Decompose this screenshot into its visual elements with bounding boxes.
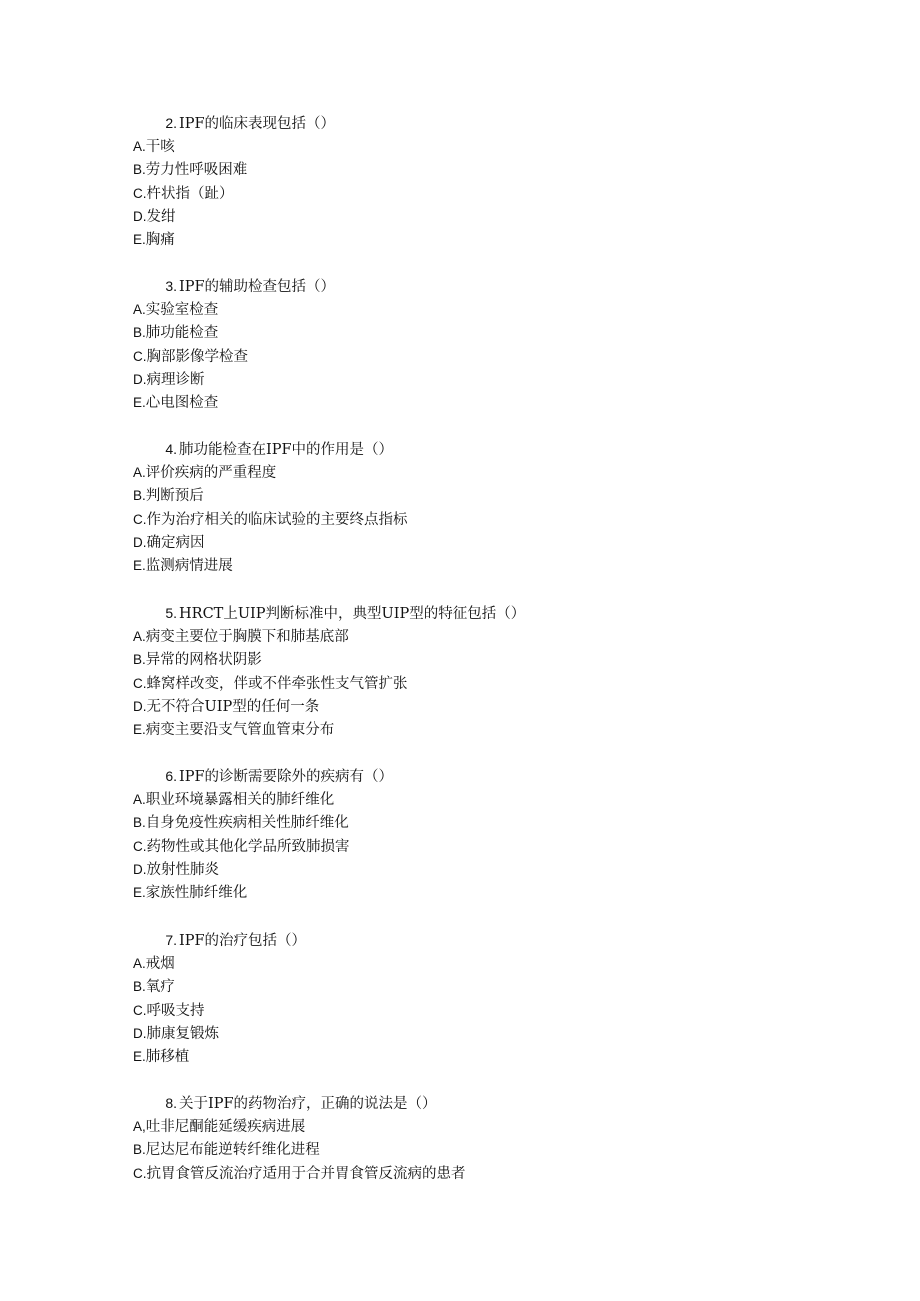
option-letter: B. [133,488,146,504]
option-letter: C. [133,511,147,527]
option-letter: E. [133,1049,146,1065]
option-letter: C. [133,348,147,364]
option-text: 氧疗 [145,979,175,996]
option-letter: C. [133,675,147,691]
option-text: 肺康复锻炼 [146,1025,219,1042]
option-a [133,1115,893,1138]
option-letter: B. [133,1142,146,1158]
option-c [133,508,893,531]
question-2 [133,112,893,251]
option-d [133,368,893,391]
question-title [133,112,893,135]
option-text: 监测病情进展 [145,558,233,575]
option-c [133,999,893,1022]
option-c [133,835,893,858]
option-text: 职业环境暴露相关的肺纤维化 [145,792,335,808]
option-text: 心电图检查 [145,395,219,412]
option-letter: D. [133,861,147,877]
question-number: 6. [165,768,177,784]
question-title [133,929,893,952]
option-letter: D. [133,1025,147,1041]
question-text: IPF的辅助检查包括（） [179,279,336,295]
option-letter: A. [133,792,146,807]
option-c [133,672,893,695]
option-c [133,1162,893,1185]
option-text: 判断预后 [145,488,204,505]
option-a [133,952,893,975]
question-title [133,602,893,625]
option-letter: E. [133,885,146,901]
option-letter: A, [133,1119,146,1134]
option-e [133,1045,893,1068]
option-d [133,1022,893,1045]
option-text: 病理诊断 [146,371,205,388]
question-text: IPF的诊断需要除外的疾病有（） [179,769,394,785]
question-text: 肺功能检查在IPF中的作用是（） [179,442,394,458]
option-letter: A. [133,956,146,971]
question-number: 4. [165,441,177,457]
option-text: 药物性或其他化学品所致肺损害 [146,838,350,855]
question-7 [133,929,893,1068]
option-b [133,648,893,671]
question-number: 3. [165,278,177,294]
option-text: 尼达尼布能逆转纤维化进程 [145,1142,320,1159]
option-b [133,1138,893,1161]
option-text: 干咳 [145,139,175,155]
option-letter: A. [133,629,146,644]
option-e [133,228,893,251]
option-text: 劳力性呼吸困难 [145,162,248,179]
question-text: IPF的临床表现包括（） [179,116,336,132]
option-e [133,554,893,577]
question-5 [133,602,893,741]
option-e [133,391,893,414]
option-a [133,788,893,811]
option-text: 呼吸支持 [146,1002,205,1019]
option-text: 放射性肺炎 [146,861,219,878]
option-letter: E. [133,395,146,411]
option-text: 肺功能检查 [145,325,219,342]
option-text: 戒烟 [145,956,175,972]
option-text: 胸部影像学检查 [146,348,248,365]
option-text: 抗胃食管反流治疗适用于合并胃食管反流病的患者 [146,1165,466,1182]
option-letter: A. [133,139,146,154]
option-text: 杵状指（趾） [146,185,234,202]
option-letter: E. [133,558,146,574]
question-text: HRCT上UIP判断标准中，典型UIP型的特征包括（） [179,606,526,622]
option-text: 确定病因 [146,534,205,551]
option-d [133,531,893,554]
option-b [133,484,893,507]
option-b [133,321,893,344]
option-letter: A. [133,465,146,480]
question-8 [133,1092,893,1185]
option-text: 胸痛 [145,232,175,249]
option-text: 病变主要位于胸膜下和肺基底部 [145,629,349,645]
option-a [133,625,893,648]
option-text: 无不符合UIP型的任何一条 [146,698,320,715]
option-c [133,345,893,368]
option-letter: B. [133,979,146,995]
question-text: IPF的治疗包括（） [179,933,307,949]
option-letter: D. [133,534,147,550]
question-number: 5. [165,605,177,621]
option-text: 评价疾病的严重程度 [145,465,277,481]
option-letter: A. [133,302,146,317]
option-b [133,811,893,834]
option-letter: C. [133,838,147,854]
option-text: 发绀 [146,208,176,225]
option-e [133,718,893,741]
option-text: 吐非尼酮能延缓疾病进展 [145,1119,306,1135]
option-letter: E. [133,722,146,738]
question-6 [133,765,893,904]
option-text: 异常的网格状阴影 [145,652,262,669]
option-e [133,881,893,904]
option-d [133,695,893,718]
option-letter: B. [133,162,146,178]
option-letter: C. [133,1165,147,1181]
question-title [133,438,893,461]
option-letter: E. [133,232,146,248]
question-number: 7. [165,932,177,948]
option-letter: C. [133,185,147,201]
option-d [133,858,893,881]
option-a [133,298,893,321]
option-text: 作为治疗相关的临床试验的主要终点指标 [146,511,408,528]
question-number: 2. [165,115,177,131]
question-title [133,275,893,298]
question-text: 关于IPF的药物治疗，正确的说法是（） [179,1096,437,1112]
question-4 [133,438,893,577]
option-letter: D. [133,208,147,224]
option-b [133,158,893,181]
option-letter: B. [133,815,146,831]
option-text: 自身免疫性疾病相关性肺纤维化 [145,815,349,832]
question-title [133,1092,893,1115]
question-number: 8. [165,1095,177,1111]
option-text: 肺移植 [145,1049,190,1066]
question-3 [133,275,893,414]
option-a [133,461,893,484]
option-b [133,975,893,998]
option-text: 实验室检查 [145,302,219,318]
option-letter: B. [133,652,146,668]
option-letter: D. [133,371,147,387]
option-letter: B. [133,325,146,341]
option-letter: D. [133,698,147,714]
option-letter: C. [133,1002,147,1018]
option-d [133,205,893,228]
option-text: 病变主要沿支气管血管束分布 [145,722,335,739]
question-title [133,765,893,788]
option-a [133,135,893,158]
option-text: 家族性肺纤维化 [145,885,248,902]
option-text: 蜂窝样改变，伴或不伴牵张性支气管扩张 [146,675,408,692]
option-c [133,182,893,205]
